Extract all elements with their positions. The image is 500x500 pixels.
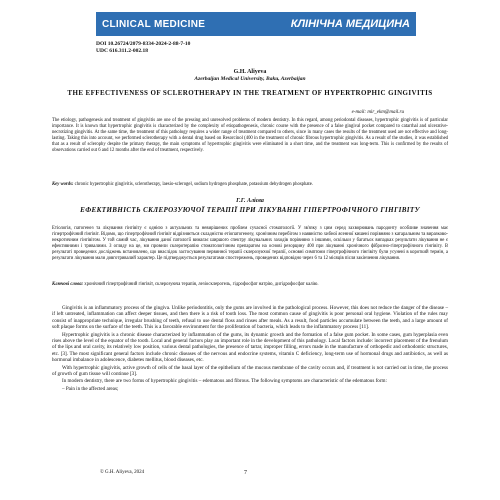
doi: DOI 10.26724/2079-8334-2024-2-88-7-10: [96, 41, 191, 47]
body-paragraph: With hypertrophic gingivitis, active growth of cells of the basal layer of the epithelium of the mucous membrane of the cavity occurs and, if treatment is not carried out in time, the process of growth of gum tissue will continue [3].: [52, 364, 448, 378]
section-title-ua: КЛІНІЧНА МЕДИЦИНА: [290, 18, 410, 30]
keywords-label-ua: Ключові слова:: [52, 282, 84, 287]
article-body: [52, 305, 448, 393]
udc: UDC 616.311.2-002.18: [96, 48, 148, 54]
keywords-text-en: chronic hypertrophic gingivitis, sclerotherapy, laesio-sclerogel, sodium hydrogen phosphate, potassium dehydrogen phosphate.: [74, 182, 313, 187]
article-meta: [96, 41, 190, 55]
author-en: G.H. Aliyeva: [233, 69, 267, 75]
title-ua: ЕФЕКТИВНІСТЬ СКЛЕРОЗУЮЧОЇ ТЕРАПІЇ ПРИ ЛІКУВАННІ ГІПЕРТРОФІЧНОГО ГІНГІВІТУ: [80, 206, 420, 214]
journal-section-header: [96, 12, 416, 36]
body-paragraph: In modern dentistry, there are two forms of hypertrophic gingivitis – edematous and fibrous. The following symptoms are characteristic of the edematous form:: [62, 378, 387, 385]
abstract-en: The etiology, pathogenesis and treatment of gingivitis are one of the pressing and unresolved problems of modern dentistry. In this regard, among periodontal diseases, hypertrophic gingivitis is of particular importance. It is known that hypertrophic gingivitis is characterized by the complexity of etiopathogenesis, chronic course with the presence of a false gingival pocket compared to catarrhal and ulcerative-necrotizing gingivitis. At the same time, the treatment of this pathology requires a wider range of treatment compared to others, since in many cases the results of the treatment used are not effective and long-lasting. Taking this into account, we performed sclerotherapy with a dental drug based on Resorcinol (400 in the treatment of chronic fibrous hypertrophic gingivitis. As a result of the studies, it was established that as a result of sclerophy despite the primary therapy, the main symptoms of hypertrophic gingivitis were eliminated in a short time, and the treatment was long-term. This is confirmed by the results of observations carried out 6 and 12 months after the end of treatment, respectively.: [52, 118, 448, 153]
copyright-notice: [100, 470, 144, 475]
body-paragraph: Hypertrophic gingivitis is a chronic disease characterized by inflammation of the gums, its dynamic growth and the formation of a false gum pocket. In some cases, gum hyperplasia even rises above the level of the equator of the tooth. Local and general factors play an important role in the development of this pathology. Local factors include: incorrect placement of the frenulum of the lips and oral cavity, its relatively low position, various dental pathologies, the presence of tartar, improper filling, errors made in the manufacture of orthopedic and orthodontic structures, etc. [3]. The most significant general factors include chronic diseases of the nervous and endocrine systems, vitamin C deficiency, long-term use of hormonal drugs and antibiotics, as well as hormonal imbalance in adolescence, diabetes mellitus, blood diseases, etc.: [52, 331, 448, 364]
keywords-text-ua: хронічний гіпертрофічний гінгівіт, склерозуюча терапія, лезіосклерогель, гідрофосфат натрію, дигідрофосфат калію.: [84, 282, 319, 287]
author-email: e-mail: mir_ekm@mail.ru: [351, 110, 404, 115]
body-list-item: – Pain in the affected areas;: [62, 385, 119, 392]
title-en: THE EFFECTIVENESS OF SCLEROTHERAPY IN THE TREATMENT OF HYPERTROPHIC GINGIVITIS: [67, 89, 433, 97]
author-ua: Г.Г. Алієва: [236, 198, 264, 204]
copyright-text: © G.H. Aliyeva, 2024: [100, 470, 145, 475]
keywords-ua: [52, 282, 448, 288]
affiliation: Azerbaijan Medical University, Baku, Azerbaijan: [194, 76, 306, 82]
body-paragraph: Gingivitis is an inflammatory process of the gingiva. Unlike periodontitis, only the gums are involved in the pathological process. However, this does not reduce the danger of the disease – if left untreated, inflammation can affect deeper tissues, and then there is a risk of tooth loss. The most common cause of gingivitis is poor personal oral hygiene. Violation of the rules may consist of inappropriate technique, irregular brushing of teeth, refusal to use dental floss and rinses after meals. As a result, food particles accumulate between the teeth, and a large amount of soft plaque forms on the surface of the teeth. This is a favorable environment for the proliferation of bacteria, which leads to the inflammatory process [11].: [52, 305, 448, 331]
abstract-ua: Етіологія, патогенез та лікування гінгівіту є однією з актуальних та невирішених проблем сучасної стоматології. У зв'язку з цим серед захворювань пародонту особливе значення має гіпертрофічний гінгівіт. Відомо, що гіпертрофічний гінгівіт відрізняється складністю етіопатогенезу, хронічним перебігом з наявністю хибної ясенної кишені порівняно з катаральним та виразково-некротичним гінгівітом. У той самий час, лікування даної патології вимагає ширшого спектру лікувальних заходів порівняно з іншими, оскільки у багатьох випадках результати лікування не є ефективними і тривалими. З огляду на це, ми провели склеротерапію стоматологічним препаратом на основі резорцину 400 при лікуванні хронічного фіброзно-гіпертрофічного гінгівіту. В результаті проведених досліджень встановлено, що внаслідок застосування первинної терапії склерозуючої терапії, основні симптоми гіпертрофічного гінгівіту були усунені в короткий термін, а результати лікування мали довготривалий характер. Це підтверджується результатами спостережень, проведених відповідно через 6 та 12 місяців після закінчення лікування.: [52, 226, 448, 261]
page-number: 7: [244, 470, 247, 476]
section-title-en: CLINICAL MEDICINE: [102, 18, 206, 30]
keywords-en: [52, 182, 448, 188]
keywords-label-en: Key words:: [52, 182, 74, 187]
